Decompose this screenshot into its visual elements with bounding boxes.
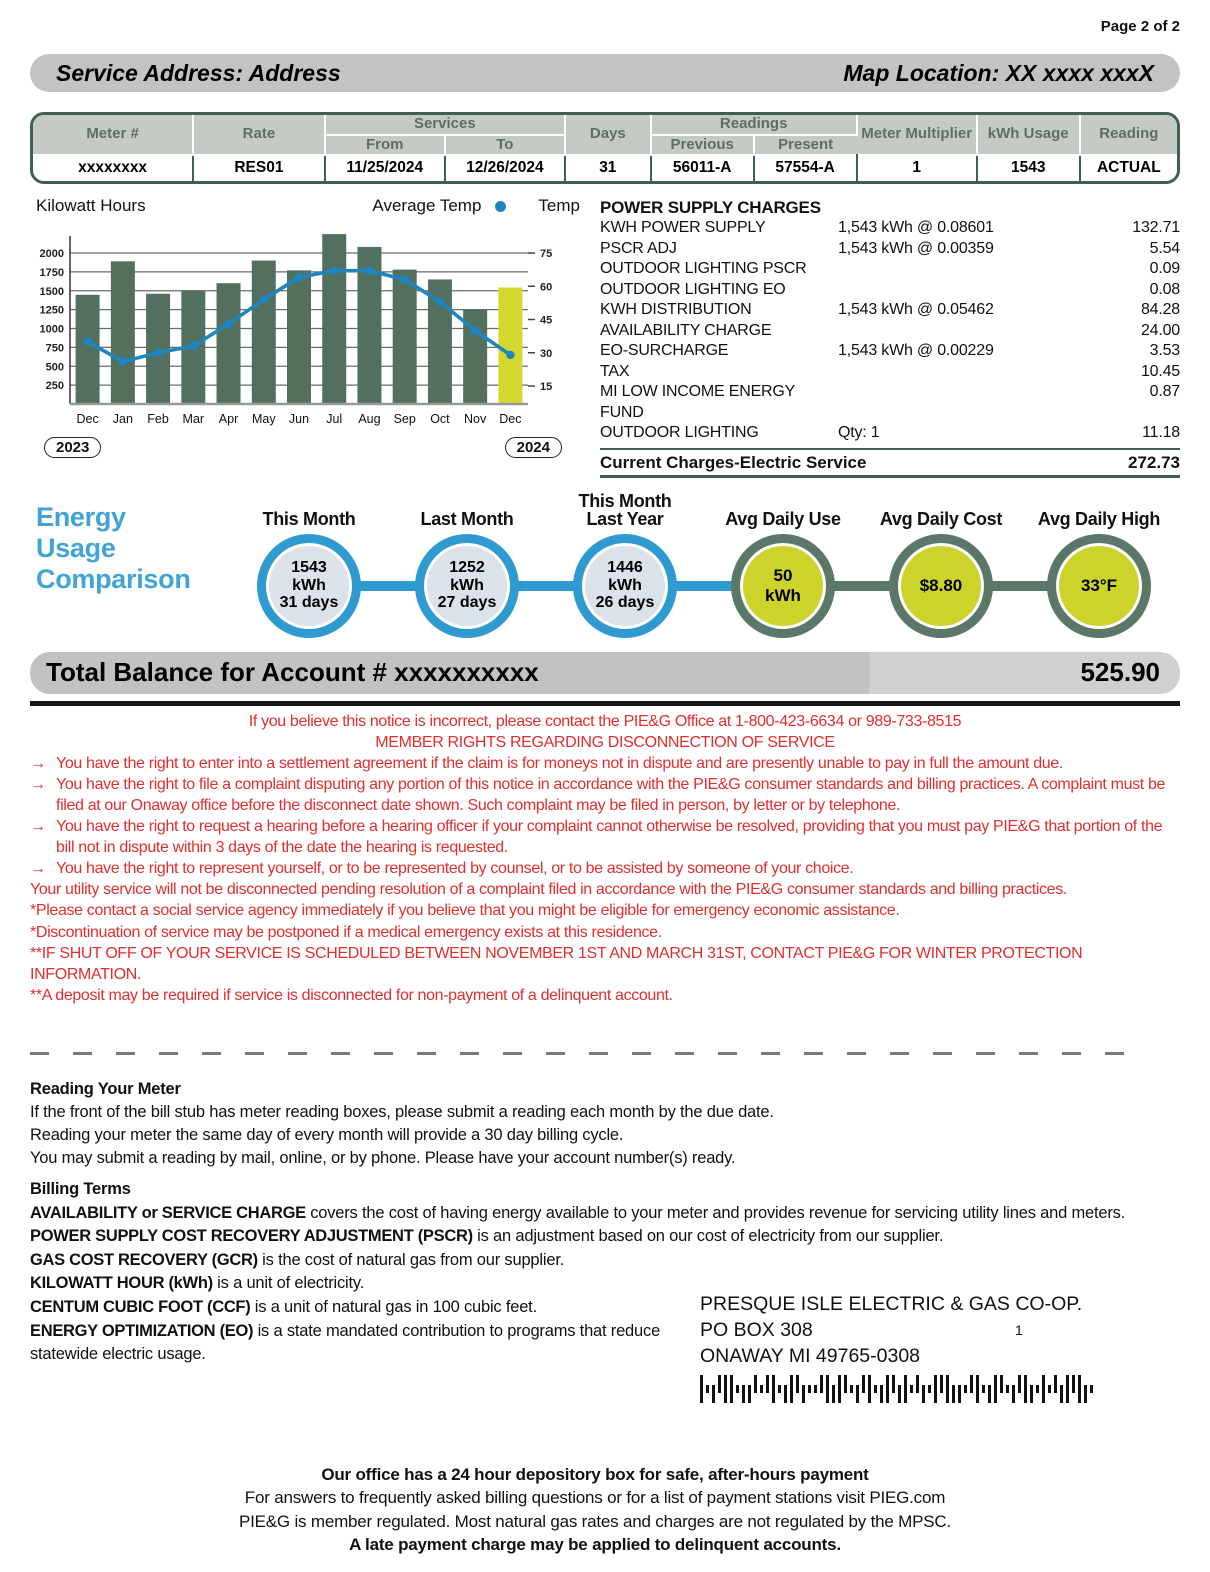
service-address-bar xyxy=(30,54,1180,92)
year-end-pill: 2024 xyxy=(505,437,562,458)
comparison-label-line: This Month xyxy=(262,509,356,530)
notice-contact-line: If you believe this notice is incorrect, please contact the PIE&G Office at 1-800-423-6634 or 989-733-8515 xyxy=(248,712,962,730)
circle-value-line: 1252 xyxy=(449,558,485,576)
comparison-item-label xyxy=(579,488,672,534)
charges-total-label: Current Charges-Electric Service xyxy=(600,452,867,472)
comparison-circle-value xyxy=(269,546,349,626)
comparison-circle-value xyxy=(585,546,665,626)
svg-text:Nov: Nov xyxy=(464,412,487,426)
comparison-circle xyxy=(415,534,519,638)
billing-term: ENERGY OPTIMIZATION (EO) is a state mandated contribution to programs that reduce statewide electric usage. xyxy=(30,1321,661,1364)
col-services: Services xyxy=(325,115,565,135)
comparison-item xyxy=(388,488,546,638)
comparison-item xyxy=(546,488,704,638)
charge-row xyxy=(600,321,1180,342)
comparison-label-line: Last Month xyxy=(420,509,514,530)
charges-total-amount: 272.73 xyxy=(1128,452,1180,472)
svg-text:500: 500 xyxy=(45,361,64,374)
charge-label: OUTDOOR LIGHTING PSCR xyxy=(600,260,807,277)
footer-line: PIE&G is member regulated. Most natural gas rates and charges are not regulated by the MPSC. xyxy=(238,1511,952,1531)
billing-term: KILOWATT HOUR (kWh) is a unit of electricity. xyxy=(30,1274,365,1293)
energy-usage-comparison xyxy=(30,488,1180,640)
circle-value-line: 31 days xyxy=(279,594,339,612)
charge-amount: 0.08 xyxy=(1149,280,1180,298)
comparison-circle-value xyxy=(1059,546,1139,626)
charge-amount: 11.18 xyxy=(1142,424,1180,441)
charge-label: KWH DISTRIBUTION xyxy=(600,301,752,318)
comparison-circle xyxy=(573,534,677,638)
reading-meter-lines xyxy=(30,1101,930,1170)
svg-text:75: 75 xyxy=(540,248,553,260)
col-reading: Reading xyxy=(1080,115,1177,155)
col-present: Present xyxy=(754,135,857,156)
charges-total-row xyxy=(600,448,1180,478)
notice-rights-title: MEMBER RIGHTS REGARDING DISCONNECTION OF SERVICE xyxy=(375,733,835,751)
charge-row xyxy=(600,239,1180,260)
total-balance-bar xyxy=(30,652,1180,694)
svg-text:May: May xyxy=(251,412,276,426)
col-readings: Readings xyxy=(651,115,857,135)
legend-dot-icon xyxy=(495,201,506,212)
charge-label: AVAILABILITY CHARGE xyxy=(600,321,772,339)
svg-text:Sep: Sep xyxy=(393,412,416,426)
footer-line: For answers to frequently asked billing questions or for a list of payment stations visit PIEG.com xyxy=(244,1488,946,1508)
svg-text:30: 30 xyxy=(540,347,553,360)
reading-meter-line: If the front of the bill stub has meter reading boxes, please submit a reading each month by the due date. xyxy=(30,1103,774,1122)
notice-bullets xyxy=(30,753,1180,880)
cell-from: 11/25/2024 xyxy=(325,155,445,181)
comparison-label-line: This Month xyxy=(578,490,672,511)
billing-term-name: GAS COST RECOVERY (GCR) xyxy=(30,1250,258,1269)
svg-text:60: 60 xyxy=(540,281,553,294)
svg-text:2000: 2000 xyxy=(39,248,64,260)
charge-detail: 1,543 kWh @ 0.00359 xyxy=(838,239,994,257)
charges-panel xyxy=(600,196,1180,478)
notice-bullet-text: You have the right to file a complaint disputing any portion of this notice in accordance with the PIE&G consumer standards and billing practices. A complaint must be filed at our Onaway office before the disconnect date shown. Such complaint may be filed in person, by letter or by telephone. xyxy=(56,775,1166,814)
billing-term: AVAILABILITY or SERVICE CHARGE covers the cost of having energy available to your meter and provides revenue for servicing utility lines and meters. xyxy=(30,1203,1126,1222)
year-start-pill: 2023 xyxy=(44,437,101,458)
comparison-circle-value xyxy=(427,546,507,626)
charge-amount: 10.45 xyxy=(1140,362,1180,380)
map-location: Map Location: XX xxxx xxxX xyxy=(843,59,1154,86)
charge-amount: 0.87 xyxy=(1149,383,1180,400)
notice-bullet xyxy=(30,816,1180,858)
comparison-heading-line: Comparison xyxy=(36,563,191,594)
cell-days: 31 xyxy=(565,155,651,181)
arrow-icon: → xyxy=(30,754,46,772)
charge-amount: 3.53 xyxy=(1149,342,1180,359)
comparison-items xyxy=(230,488,1180,638)
notice-bullet xyxy=(30,753,1180,774)
meter-table xyxy=(30,112,1180,184)
notice-bullet-text: You have the right to request a hearing before a hearing officer if your complaint cannot otherwise be resolved, providing that you must pay PIE&G that portion of the bill not in dispute within 3 days of the date the hearing is requested. xyxy=(56,818,1163,857)
charge-label: KWH POWER SUPPLY xyxy=(600,219,766,236)
connector-blue xyxy=(309,581,784,591)
kilowatt-hours-chart xyxy=(30,218,586,430)
company-po-box: PO BOX 308 xyxy=(700,1318,813,1341)
notice-paragraph: *Discontinuation of service may be postponed if a medical emergency exists at this residence. xyxy=(30,923,662,941)
col-from: From xyxy=(325,135,445,156)
page-number: Page 2 of 2 xyxy=(1100,18,1180,35)
cell-multiplier: 1 xyxy=(857,155,977,181)
comparison-item-label xyxy=(725,488,840,534)
billing-term-name: ENERGY OPTIMIZATION (EO) xyxy=(30,1321,254,1340)
charge-amount: 0.09 xyxy=(1149,260,1180,277)
footer-line: A late payment charge may be applied to delinquent accounts. xyxy=(349,1534,841,1554)
comparison-item-label xyxy=(421,488,514,534)
arrow-icon: → xyxy=(30,818,46,836)
comparison-item-label xyxy=(880,488,1002,534)
circle-value-line: 33°F xyxy=(1080,575,1118,595)
notice-paragraph: **A deposit may be required if service is disconnected for non-payment of a delinquent account. xyxy=(30,986,673,1004)
svg-text:Aug: Aug xyxy=(358,412,381,426)
total-balance-amount: 525.90 xyxy=(1080,657,1160,687)
svg-text:Dec: Dec xyxy=(499,412,522,426)
comparison-circle xyxy=(1047,534,1151,638)
arrow-icon: → xyxy=(30,860,46,878)
company-city-line: ONAWAY MI 49765-0308 xyxy=(700,1344,921,1367)
circle-value-line: kWh xyxy=(765,585,801,605)
company-po-box-line xyxy=(700,1318,1096,1344)
postal-barcode-svg xyxy=(700,1375,1096,1403)
circle-value-line: kWh xyxy=(608,576,642,594)
legend-line-label: Average Temp xyxy=(372,196,482,215)
charge-row xyxy=(600,280,1180,301)
notice-bullet-text: You have the right to represent yourself, or to be represented by counsel, or to be assisted by someone of your choice. xyxy=(56,860,854,878)
circle-value-line: 1446 xyxy=(607,558,643,576)
cell-reading: ACTUAL xyxy=(1080,155,1177,181)
charge-row xyxy=(600,218,1180,239)
cell-previous: 56011-A xyxy=(651,155,754,181)
chart-legend xyxy=(372,196,580,216)
reading-meter-line: Reading your meter the same day of every month will provide a 30 day billing cycle. xyxy=(30,1126,624,1145)
footer-notes xyxy=(30,1463,1160,1556)
billing-term: POWER SUPPLY COST RECOVERY ADJUSTMENT (PSCR) is an adjustment based on our cost of electricity from our supplier. xyxy=(30,1227,944,1246)
notice-paragraphs xyxy=(30,879,1180,1006)
comparison-circle xyxy=(889,534,993,638)
comparison-label-line: Avg Daily Use xyxy=(725,509,841,530)
service-address: Service Address: Address xyxy=(56,59,341,86)
svg-text:1250: 1250 xyxy=(39,304,64,317)
comparison-label-line: Avg Daily High xyxy=(1037,509,1161,530)
svg-text:1500: 1500 xyxy=(39,285,64,298)
billing-term: CENTUM CUBIC FOOT (CCF) is a unit of natural gas in 100 cubic feet. xyxy=(30,1297,537,1316)
comparison-item xyxy=(1020,488,1178,638)
charge-amount: 84.28 xyxy=(1140,301,1180,318)
billing-term: GAS COST RECOVERY (GCR) is the cost of natural gas from our supplier. xyxy=(30,1250,565,1269)
notice-paragraph: Your utility service will not be disconnected pending resolution of a complaint filed in accordance with the PIE&G consumer standards and billing practices. xyxy=(30,881,1067,899)
comparison-circle-value xyxy=(743,546,823,626)
svg-text:1750: 1750 xyxy=(39,266,64,279)
charge-detail: Qty: 1 xyxy=(838,424,880,441)
footer-line: Our office has a 24 hour depository box for safe, after-hours payment xyxy=(321,1465,869,1484)
arrow-icon: → xyxy=(30,775,46,793)
comparison-item xyxy=(704,488,862,638)
cell-meter: xxxxxxxx xyxy=(33,155,193,181)
notice-bullet xyxy=(30,774,1180,816)
comparison-circle xyxy=(731,534,835,638)
comparison-item xyxy=(862,488,1020,638)
charge-label: OUTDOOR LIGHTING EO xyxy=(600,280,786,298)
chart-plot xyxy=(30,218,590,435)
charge-row xyxy=(600,259,1180,280)
charge-detail: 1,543 kWh @ 0.08601 xyxy=(838,219,994,236)
col-rate: Rate xyxy=(193,115,325,155)
col-kwh-usage: kWh Usage xyxy=(977,115,1080,155)
comparison-item-label xyxy=(1038,488,1160,534)
charge-label: TAX xyxy=(600,362,630,380)
charge-amount: 132.71 xyxy=(1132,219,1180,236)
charge-detail: 1,543 kWh @ 0.00229 xyxy=(838,342,994,359)
circle-value-line: kWh xyxy=(292,576,326,594)
total-balance-label: Total Balance for Account # xxxxxxxxxx xyxy=(46,657,539,687)
notice-bullet xyxy=(30,858,1180,879)
charge-row xyxy=(600,382,1180,423)
divider-rule xyxy=(30,701,1180,706)
charge-label: OUTDOOR LIGHTING xyxy=(600,424,759,441)
cell-to: 12/26/2024 xyxy=(445,155,565,181)
reading-meter-line: You may submit a reading by mail, online, or by phone. Please have your account number(s) ready. xyxy=(30,1149,736,1168)
tear-off-dashed-line xyxy=(30,1052,1142,1055)
svg-text:Apr: Apr xyxy=(218,412,239,426)
circle-value-line: 27 days xyxy=(437,594,497,612)
svg-text:Dec: Dec xyxy=(76,412,99,426)
charge-row xyxy=(600,423,1180,444)
charge-row xyxy=(600,362,1180,383)
circle-value-line: 26 days xyxy=(595,594,655,612)
company-name: PRESQUE ISLE ELECTRIC & GAS CO-OP. xyxy=(700,1293,1083,1315)
svg-text:1000: 1000 xyxy=(39,323,64,336)
svg-text:750: 750 xyxy=(45,342,64,355)
table-row xyxy=(33,155,1177,181)
cell-rate: RES01 xyxy=(193,155,325,181)
billing-term-name: POWER SUPPLY COST RECOVERY ADJUSTMENT (PSCR) xyxy=(30,1227,473,1246)
notice-paragraph: **IF SHUT OFF OF YOUR SERVICE IS SCHEDULED BETWEEN NOVEMBER 1ST AND MARCH 31ST, CONTACT PIE&G FOR WINTER PROTECTION INFORMATION. xyxy=(30,944,1083,983)
svg-text:Oct: Oct xyxy=(430,412,450,426)
charge-amount: 5.54 xyxy=(1149,239,1180,257)
circle-value-line: $8.80 xyxy=(919,575,963,595)
comparison-label-line: Avg Daily Cost xyxy=(879,509,1003,530)
svg-text:15: 15 xyxy=(540,381,553,393)
charge-label: PSCR ADJ xyxy=(600,239,677,257)
billing-term-name: KILOWATT HOUR (kWh) xyxy=(30,1274,213,1293)
comparison-label-line: Last Year xyxy=(586,509,664,530)
company-address-block xyxy=(700,1292,1096,1411)
charge-label: EO-SURCHARGE xyxy=(600,342,729,359)
comparison-item-label xyxy=(263,488,356,534)
chart-title: Kilowatt Hours xyxy=(36,196,146,215)
reading-your-meter-section xyxy=(30,1078,930,1170)
svg-text:Feb: Feb xyxy=(147,412,169,426)
col-to: To xyxy=(445,135,565,156)
svg-text:Jul: Jul xyxy=(326,412,343,426)
comparison-heading xyxy=(36,502,191,595)
charge-row xyxy=(600,300,1180,321)
usage-chart xyxy=(30,196,590,478)
circle-value-line: 1543 xyxy=(291,558,327,576)
page-marker: 1 xyxy=(1015,1321,1023,1338)
comparison-circle xyxy=(257,534,361,638)
charge-amount: 24.00 xyxy=(1140,321,1180,339)
postal-barcode xyxy=(700,1375,1096,1411)
charges-title: POWER SUPPLY CHARGES xyxy=(600,198,821,217)
billing-term-name: AVAILABILITY or SERVICE CHARGE xyxy=(30,1203,306,1222)
col-days: Days xyxy=(565,115,651,155)
col-multiplier: Meter Multiplier xyxy=(857,115,977,155)
svg-text:Jun: Jun xyxy=(288,412,310,426)
comparison-heading-line: Usage xyxy=(36,532,116,563)
charge-detail: 1,543 kWh @ 0.05462 xyxy=(838,301,994,318)
comparison-heading-line: Energy xyxy=(36,501,126,532)
right-axis-title: Temp xyxy=(538,196,580,215)
reading-meter-title: Reading Your Meter xyxy=(30,1080,181,1098)
circle-value-line: kWh xyxy=(450,576,484,594)
col-meter: Meter # xyxy=(33,115,193,155)
svg-text:Jan: Jan xyxy=(112,412,133,426)
cell-kwh-usage: 1543 xyxy=(977,155,1080,181)
svg-text:Mar: Mar xyxy=(182,412,205,426)
charges-rows xyxy=(600,218,1180,444)
comparison-item xyxy=(230,488,388,638)
notice-bullet-text: You have the right to enter into a settlement agreement if the claim is for moneys not in dispute and are presently unable to pay in full the amount due. xyxy=(56,754,1063,772)
disconnection-notice xyxy=(30,711,1180,1007)
svg-text:250: 250 xyxy=(45,380,64,393)
col-previous: Previous xyxy=(651,135,754,156)
charge-row xyxy=(600,341,1180,362)
circle-value-line: 50 xyxy=(773,566,793,586)
cell-present: 57554-A xyxy=(754,155,857,181)
billing-term-name: CENTUM CUBIC FOOT (CCF) xyxy=(30,1297,251,1316)
charge-label: MI LOW INCOME ENERGY FUND xyxy=(600,383,795,421)
billing-terms-title: Billing Terms xyxy=(30,1180,131,1198)
notice-paragraph: *Please contact a social service agency immediately if you believe that you might be eligible for emergency economic assistance. xyxy=(30,902,900,920)
comparison-circle-value xyxy=(901,546,981,626)
svg-text:45: 45 xyxy=(540,314,553,327)
